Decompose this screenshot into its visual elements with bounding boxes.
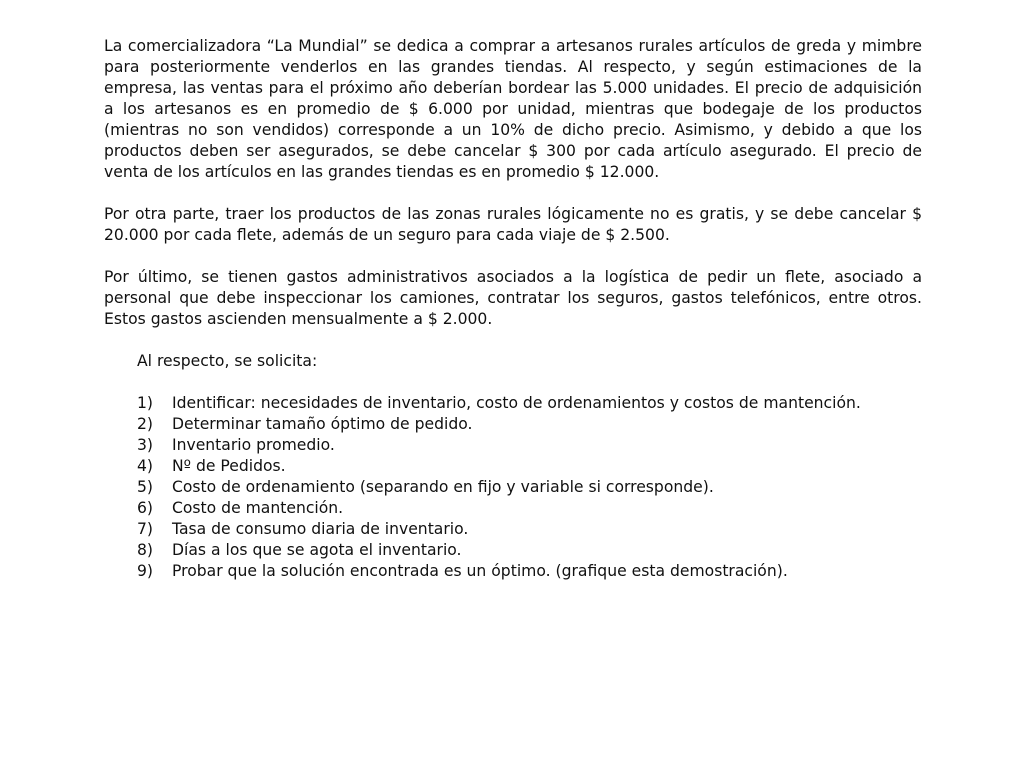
list-item-number: 2) — [137, 415, 154, 433]
list-item-number: 6) — [137, 499, 154, 517]
document-page — [104, 36, 922, 582]
paragraph-admin-costs: Por último, se tienen gastos administrativos asociados a la logística de pedir un flete, asociado a personal que debe inspeccionar los camiones, contratar los seguros, gastos telefónicos, entre otros. Estos gastos ascienden mensualmente a $ 2.000. — [104, 268, 922, 328]
list-item — [104, 477, 922, 498]
list-item-number: 1) — [137, 394, 154, 412]
list-item — [104, 519, 922, 540]
paragraph-company-description: La comercializadora “La Mundial” se dedica a comprar a artesanos rurales artículos de greda y mimbre para posteriormente venderlos en las grandes tiendas. Al respecto, y según estimaciones de la empresa, las ventas para el próximo año deberían bordear las 5.000 unidades. El precio de adquisición a los artesanos es en promedio de $ 6.000 por unidad, mientras que bodegaje de los productos (mientras no son vendidos) corresponde a un 10% de dicho precio. Asimismo, y debido a que los productos deben ser asegurados, se debe cancelar $ 300 por cada artículo asegurado. El precio de venta de los artículos en las grandes tiendas es en promedio $ 12.000. — [104, 37, 922, 181]
list-item-text: Probar que la solución encontrada es un óptimo. (grafique esta demostración). — [172, 562, 788, 580]
list-item — [104, 414, 922, 435]
list-item-text: Costo de ordenamiento (separando en fijo y variable si corresponde). — [172, 478, 714, 496]
list-item-text: Determinar tamaño óptimo de pedido. — [172, 415, 473, 433]
requirements-list — [104, 393, 922, 582]
list-item — [104, 561, 922, 582]
paragraph-freight-costs: Por otra parte, traer los productos de las zonas rurales lógicamente no es gratis, y se debe cancelar $ 20.000 por cada flete, además de un seguro para cada viaje de $ 2.500. — [104, 205, 922, 244]
list-item-number: 7) — [137, 520, 154, 538]
list-item — [104, 540, 922, 561]
list-item-number: 9) — [137, 562, 154, 580]
list-item-number: 8) — [137, 541, 154, 559]
list-item-text: Tasa de consumo diaria de inventario. — [172, 520, 469, 538]
list-item-text: Identificar: necesidades de inventario, costo de ordenamientos y costos de mantención. — [172, 394, 861, 412]
paragraph-spacer — [104, 330, 922, 351]
list-item-number: 4) — [137, 457, 154, 475]
list-item-number: 5) — [137, 478, 154, 496]
list-item — [104, 498, 922, 519]
list-item-text: Inventario promedio. — [172, 436, 335, 454]
list-item-number: 3) — [137, 436, 154, 454]
list-item-text: Días a los que se agota el inventario. — [172, 541, 462, 559]
paragraph-spacer — [104, 183, 922, 204]
list-item-text: Nº de Pedidos. — [172, 457, 286, 475]
paragraph-spacer — [104, 246, 922, 267]
requirements-intro: Al respecto, se solicita: — [137, 352, 318, 370]
list-item — [104, 435, 922, 456]
list-item — [104, 393, 922, 414]
list-item — [104, 456, 922, 477]
list-item-text: Costo de mantención. — [172, 499, 344, 517]
paragraph-spacer — [104, 372, 922, 393]
